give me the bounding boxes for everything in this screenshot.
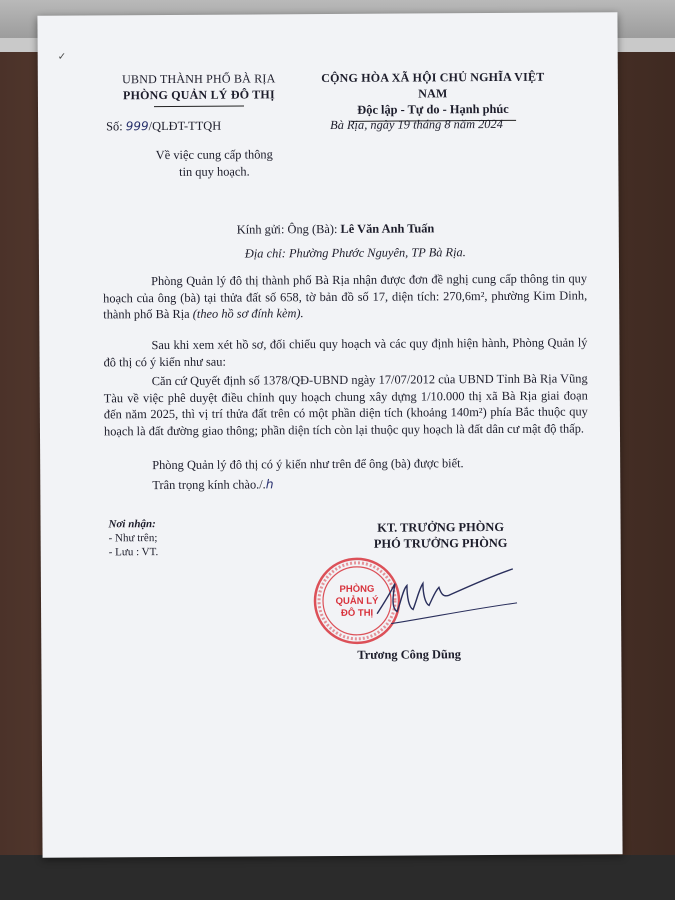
addressee-name: Lê Văn Anh Tuấn [340,221,435,236]
recipient-item: - Như trên; [108,532,158,545]
recipients-block [108,517,158,559]
closing-text: Trân trọng kính chào./. [152,477,266,493]
org-underline [154,106,244,108]
addressee [237,221,435,237]
stamp-line-1: PHÒNG [339,583,375,595]
nation-line-1: CỘNG HÒA XÃ HỘI CHỦ NGHĨA VIỆT NAM [321,69,545,101]
stamp-line-2: QUẢN LÝ [335,595,379,607]
paragraph-request [103,270,587,322]
recipients-title: Nơi nhận: [108,518,156,531]
paragraph-opinion-text: Phòng Quản lý đô thị có ý kiến như trên để ông (bà) được biết. [152,456,464,473]
sign-title-line-2: PHÓ TRƯỞNG PHÒNG [373,535,508,551]
so-number: 999 [125,119,149,134]
pen-mark: ✓ [57,51,67,63]
paragraph-review-text: Sau khi xem xét hồ sơ, đối chiếu quy hoạch và các quy định hiện hành, Phòng Quản lý đô thị có ý kiến như sau: [103,335,588,369]
document-subject [134,146,294,181]
document-number [106,119,221,135]
handwritten-signature [371,561,521,642]
paragraph-request-note: (theo hồ sơ đính kèm). [192,306,304,321]
so-label: Số: [106,119,126,134]
document-page [37,12,622,858]
org-line-2: PHÒNG QUẢN LÝ ĐÔ THỊ [122,87,275,103]
subject-line-2: tin quy hoạch. [179,164,250,179]
paragraph-opinion [104,454,588,473]
stamp-line-3: ĐÔ THỊ [340,607,374,619]
org-line-1: UBND THÀNH PHỐ BÀ RỊA [122,71,276,87]
paragraph-decision-text: Căn cứ Quyết định số 1378/QĐ-UBND ngày 17/07/2012 của UBND Tỉnh Bà Rịa Vũng Tàu về việc phê duyệt điều chỉnh quy hoạch chung xây dựng 1/10.000 thị xã Bà Rịa giai đoạn đến năm 2025, thì vị trí thửa đất trên có một phần diện tích (khoảng 140m²) phía Bắc thuộc quy hoạch là đất đường giao thông; phần diện tích còn lại thuộc quy hoạch là đất dân cư mật độ thấp. [103,371,588,438]
subject-line-1: Về việc cung cấp thông [155,147,273,163]
floor [0,855,675,900]
addressee-label: Kính gửi: Ông (Bà): [236,221,341,237]
national-header [308,69,558,123]
paragraph-review [103,334,587,370]
addressee-address: Địa chỉ: Phường Phước Nguyên, TP Bà Rịa. [244,245,466,261]
sign-title-line-1: KT. TRƯỞNG PHÒNG [377,519,504,535]
signer-name: Trương Công Dũng [357,647,461,662]
so-suffix: /QLĐT-TTQH [148,118,222,134]
paragraph-request-text: Phòng Quản lý đô thị thành phố Bà Rịa nhận được đơn đề nghị cung cấp thông tin quy hoạch của ông (bà) tại thửa đất số 658, tờ bản đồ số 17, diện tích: 270,6m², phường Kim Dinh, thành phố Bà Rịa [103,271,588,322]
signature-title [341,519,541,552]
recipient-item: - Lưu : VT. [108,546,159,559]
nation-line-2: Độc lập - Tự do - Hạnh phúc [357,101,509,117]
issuing-organization [104,70,294,107]
paragraph-decision [104,370,588,439]
document-date: Bà Rịa, ngày 19 tháng 8 năm 2024 [330,116,503,132]
handwritten-initials: h [265,476,274,492]
closing-greeting [104,474,588,493]
